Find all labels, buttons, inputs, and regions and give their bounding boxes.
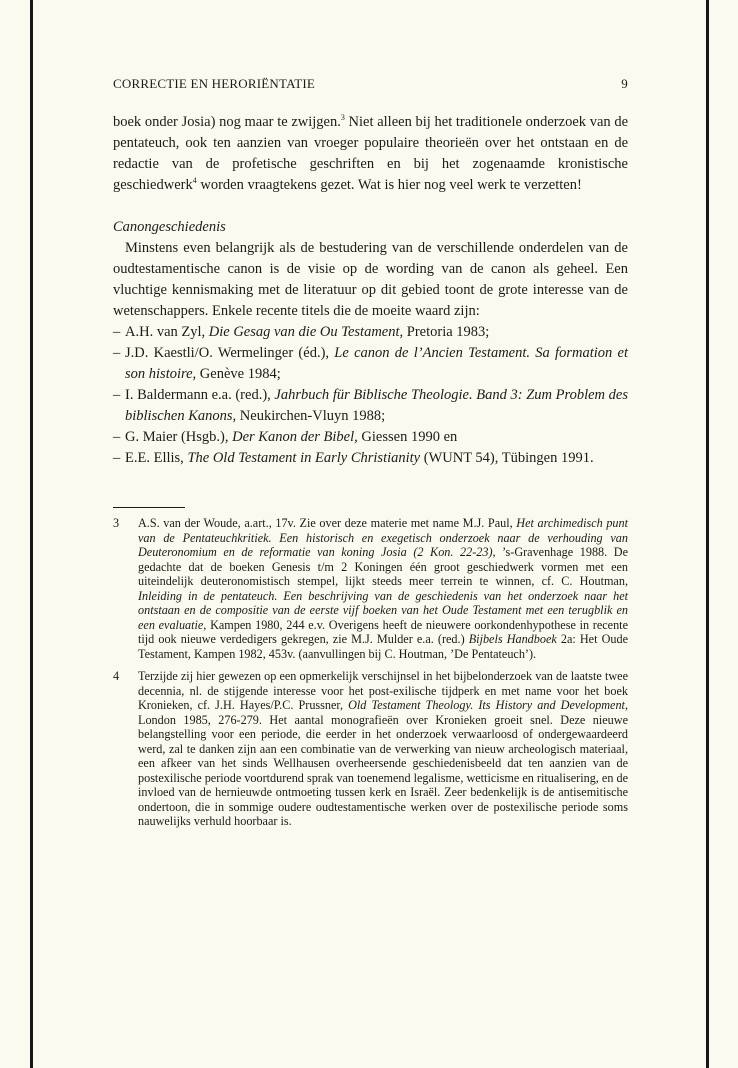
book-page (113, 76, 628, 829)
footnote-separator (113, 507, 185, 508)
section-heading: Canongeschiedenis (113, 219, 226, 235)
list-item: – E.E. Ellis, The Old Testament in Early Christianity (WUNT 54), Tübingen 1991. (113, 448, 628, 469)
running-title: CORRECTIE EN HERORIËNTATIE (113, 76, 316, 91)
footnotes (113, 516, 628, 829)
list-item: – G. Maier (Hsgb.), Der Kanon der Bibel, Giessen 1990 en (113, 427, 628, 448)
body-text (113, 112, 628, 469)
footnote-ref-3[interactable]: 3 (340, 113, 345, 123)
footnote-text: A.S. van der Woude, a.art., 17v. Zie over deze materie met name M.J. Paul, Het archimedisch punt van de Pentateuchkritiek. Een historisch en exegetisch onderzoek naar de verhouding van Deuteronomium en de reformatie van koning Josia (2 Kon. 22-23), ’s-Gravenhage 1988. De gedachte dat de boeken Genesis t/m 2 Koningen één groot geschiedwerk vormen met een uiteindelijk deuteronomistisch stempel, lijkt steeds meer terrein te winnen, cf. C. Houtman, Inleiding in de pentateuch. Een beschrijving van de geschiedenis van het onderzoek naar het ontstaan en de compositie van de eerste vijf boeken van het Oude Testament met een terugblik en een evaluatie, Kampen 1980, 244 e.v. Overigens heeft de nieuwere oorkondenhypothese in recente tijd ook nieuwe verdedigers gekregen, zie M.J. Mulder e.a. (red.) Bijbels Handboek 2a: Het Oude Testament, Kampen 1982, 453v. (aanvullingen bij C. Houtman, ’De Pentateuch’). (138, 516, 628, 661)
footnote-4 (113, 669, 628, 829)
list-item: – J.D. Kaestli/O. Wermelinger (éd.), Le canon de l’Ancien Testament. Sa formation et son histoire, Genève 1984; (113, 343, 628, 385)
paragraph-2: Minstens even belangrijk als de bestudering van de verschillende onderdelen van de oudtestamentische canon is de visie op de wording van de canon als geheel. Een vluchtige kennismaking met de literatuur op dit gebied toont de grote interesse van de wetenschappers. Enkele recente titels die de moeite waard zijn: (113, 240, 628, 319)
running-header (113, 76, 628, 92)
scan-right-edge (706, 0, 709, 1068)
footnote-3 (113, 516, 628, 661)
recent-titles-list (113, 322, 628, 469)
scan-left-edge (30, 0, 33, 1068)
list-item: – I. Baldermann e.a. (red.), Jahrbuch für Biblische Theologie. Band 3: Zum Problem des biblischen Kanons, Neukirchen-Vluyn 1988; (113, 385, 628, 427)
list-item: – A.H. van Zyl, Die Gesag van die Ou Testament, Pretoria 1983; (113, 322, 628, 343)
footnote-text: Terzijde zij hier gewezen op een opmerkelijk verschijnsel in het bijbelonderzoek van de laatste twee decennia, nl. de stijgende interesse voor het post-exilische tijdperk en met name voor het boek Kronieken, cf. J.H. Hayes/P.C. Prussner, Old Testament Theology. Its History and Development, London 1985, 276-279. Het aantal monografieën over Kronieken groeit snel. Deze nieuwe belangstelling voor een periode, die eerder in het onderzoek verwaarloosd of ondergewaardeerd werd, zal te danken zijn aan een combinatie van de verwerking van nieuw archeologisch materiaal, een afkeer van het sinds Wellhausen overheersende geschiedenisbeeld dat ten aanzien van de postexilische periode voortdurend sprak van toenemend legalisme, wetticisme en ritualisering, en de invloed van de hernieuwde ontmoeting tussen kerk en Israël. Zeer bedenkelijk is de antisemitische ondertoon, die in sommige oudere oudtestamentische werken over de postexilische periode soms nauwelijks verhuld hoorbaar is. (138, 669, 628, 828)
footnote-ref-4[interactable]: 4 (192, 176, 197, 186)
page-number: 9 (621, 76, 628, 91)
footnote-number: 4 (113, 669, 120, 683)
footnote-number: 3 (113, 516, 120, 530)
paragraph-1: boek onder Josia) nog maar te zwijgen.$^3$ Niet alleen bij het traditionele onderzoek van de pentateuch, ook ten aanzien van vroeger populaire theorieën over het ontstaan en de redactie van de profetische geschriften en bij het zogenaamde kronistische geschiedwerk$^4$ worden vraagtekens gezet. Wat is hier nog veel werk te verzetten! (113, 113, 629, 193)
